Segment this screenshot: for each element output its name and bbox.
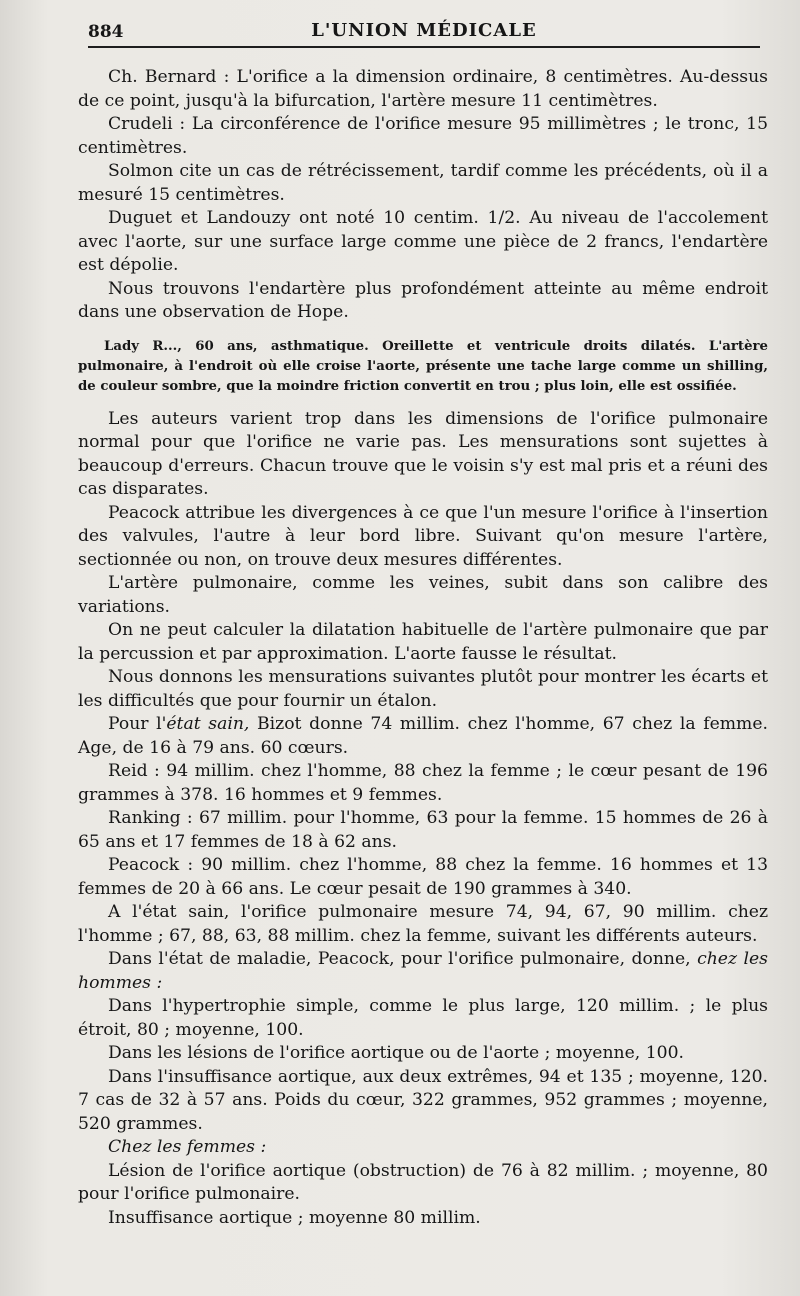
- paragraph-mensurations: Nous donnons les mensurations suivantes plutôt pour montrer les écarts et les difficultés que pour fournir un étalon.: [78, 667, 768, 711]
- paragraph-lesions-aortiques: Dans les lésions de l'orifice aortique ou de l'aorte ; moyenne, 100.: [108, 1043, 684, 1063]
- paragraph-insuffisance-hommes: Dans l'insuffisance aortique, aux deux extrêmes, 94 et 135 ; moyenne, 120. 7 cas de 32 à 57 ans. Poids du cœur, 322 grammes, 952 grammes ; moyenne, 520 grammes.: [78, 1066, 768, 1134]
- paragraph-reid: Reid : 94 millim. chez l'homme, 88 chez la femme ; le cœur pesant de 196 grammes à 378. 16 hommes et 9 femmes.: [78, 761, 768, 805]
- paragraph-variations: L'artère pulmonaire, comme les veines, subit dans son calibre des variations.: [78, 573, 768, 617]
- paragraph-etat-sain-end: Bizot donne 74 millim. chez l'homme, 67 chez la femme. Age, de 16 à 79 ans. 60 cœurs.: [78, 714, 768, 758]
- paragraph-lesion-orifice: Lésion de l'orifice aortique (obstruction) de 76 à 82 millim. ; moyenne, 80 pour l'orifice pulmonaire.: [78, 1160, 768, 1204]
- page-number: 884: [88, 22, 124, 42]
- paragraph-chez-les-femmes: [78, 1136, 768, 1160]
- paragraph-etat-maladie: [78, 948, 768, 995]
- paragraph-hope: Nous trouvons l'endartère plus profondément atteinte au même endroit dans une observation de Hope.: [78, 278, 768, 322]
- paragraph-peacock-mesures: Peacock : 90 millim. chez l'homme, 88 chez la femme. 16 hommes et 13 femmes de 20 à 66 ans. Le cœur pesait de 190 grammes à 340.: [78, 855, 768, 899]
- paragraph-duguet-landouzy: Duguet et Landouzy ont noté 10 centim. 1/2. Au niveau de l'accolement avec l'aorte, sur une surface large comme une pièce de 2 francs, l'endartère est dépolie.: [78, 208, 768, 275]
- body-text: [78, 66, 768, 1230]
- paragraph-etat-sain: [78, 713, 768, 760]
- paragraph-etat-maladie-italic: chez les hommes :: [78, 949, 768, 993]
- paragraph-insuffisance-femmes: Insuffisance aortique ; moyenne 80 millim.: [108, 1207, 481, 1228]
- page-header: [88, 14, 760, 48]
- paragraph-auteurs: Les auteurs varient trop dans les dimensions de l'orifice pulmonaire normal pour que l'orifice ne varie pas. Les mensurations sont sujettes à beaucoup d'erreurs. Chacun trouve que le voisin s'y est mal pris et a réuni des cas disparates.: [78, 408, 768, 499]
- running-title: L'UNION MÉDICALE: [311, 20, 537, 41]
- paragraph-solmon: Solmon cite un cas de rétrécissement, tardif comme les précédents, où il a mesuré 15 centimètres.: [78, 161, 768, 205]
- paragraph-etat-sain-italic: état sain,: [166, 714, 250, 734]
- paragraph-bernard: Ch. Bernard : L'orifice a la dimension ordinaire, 8 centimètres. Au-dessus de ce point, jusqu'à la bifurcation, l'artère mesure 11 centimètres.: [78, 67, 768, 111]
- paragraph-femmes-italic: Chez les femmes :: [108, 1137, 267, 1157]
- case-note-lady-r: Lady R..., 60 ans, asthmatique. Oreillette et ventricule droits dilatés. L'artère pulmonaire, à l'endroit où elle croise l'aorte, présente une tache large comme un shilling, de couleur sombre, que la moindre friction convertit en trou ; plus loin, elle est ossifiée.: [78, 338, 768, 394]
- paragraph-etat-maladie-start: Dans l'état de maladie, Peacock, pour l'orifice pulmonaire, donne,: [108, 949, 698, 969]
- paragraph-etat-sain-start: Pour l': [108, 714, 167, 734]
- paragraph-crudeli: Crudeli : La circonférence de l'orifice mesure 95 millimètres ; le tronc, 15 centimètres.: [78, 114, 768, 158]
- paragraph-percussion: On ne peut calculer la dilatation habituelle de l'artère pulmonaire que par la percussion et par approximation. L'aorte fausse le résultat.: [78, 620, 768, 664]
- paragraph-resume-etat-sain: A l'état sain, l'orifice pulmonaire mesure 74, 94, 67, 90 millim. chez l'homme ; 67, 88, 63, 88 millim. chez la femme, suivant les différents auteurs.: [78, 902, 768, 946]
- paragraph-ranking: Ranking : 67 millim. pour l'homme, 63 pour la femme. 15 hommes de 26 à 65 ans et 17 femmes de 18 à 62 ans.: [78, 808, 768, 852]
- paragraph-peacock-divergences: Peacock attribue les divergences à ce que l'un mesure l'orifice à l'insertion des valvules, l'autre à leur bord libre. Suivant qu'on mesure l'artère, sectionnée ou non, on trouve deux mesures différentes.: [78, 502, 768, 570]
- paragraph-hypertrophie: Dans l'hypertrophie simple, comme le plus large, 120 millim. ; le plus étroit, 80 ; moyenne, 100.: [78, 996, 768, 1040]
